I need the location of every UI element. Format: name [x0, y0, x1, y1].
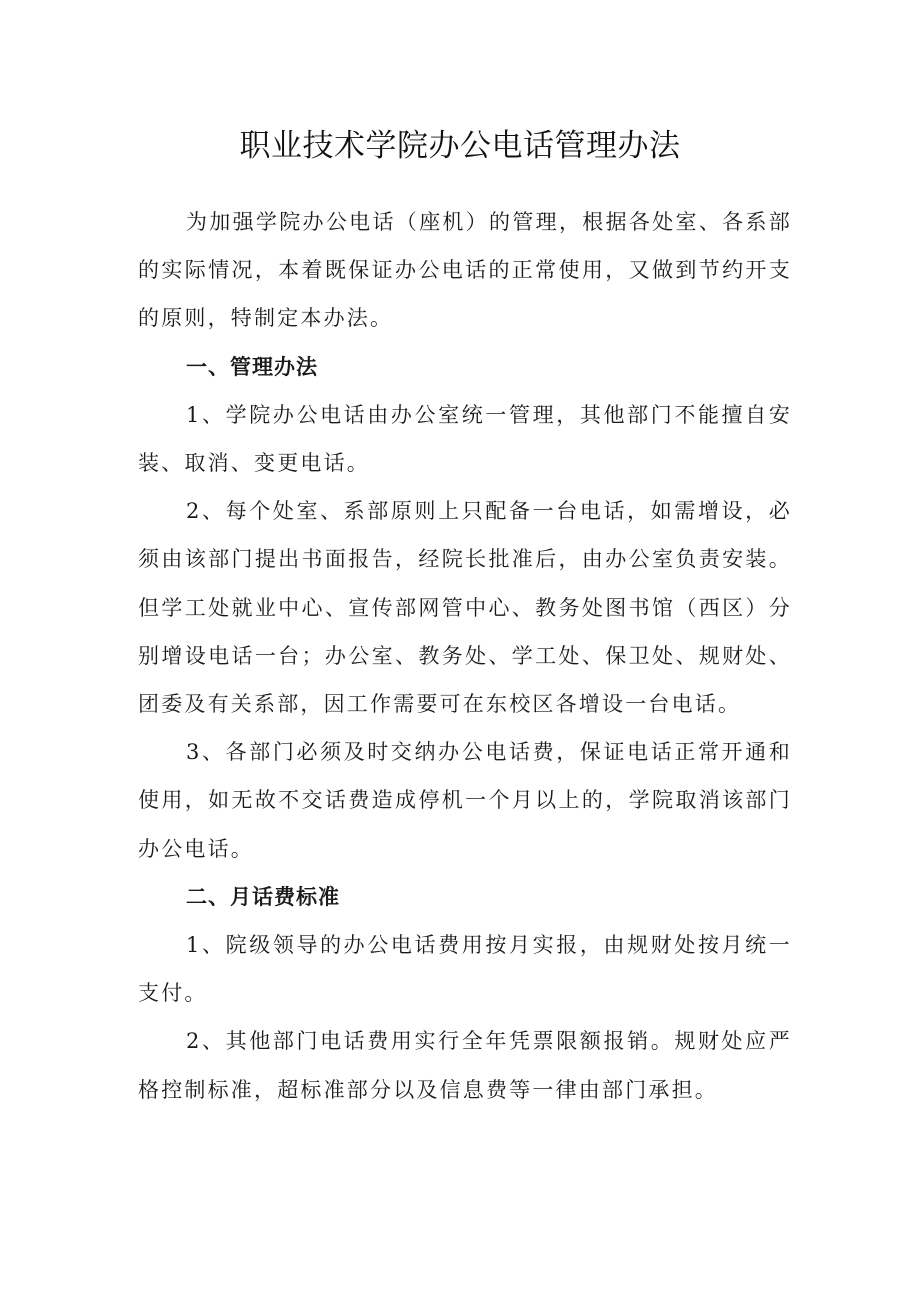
management-item-1: 1、学院办公电话由办公室统一管理，其他部门不能擅自安装、取消、变更电话。	[138, 402, 792, 476]
management-item-2: 2、每个处室、系部原则上只配备一台电话，如需增设，必须由该部门提出书面报告，经院长批准后，由办公室负责安装。但学工处就业中心、宣传部网管中心、教务处图书馆（西区）分别增设电话一台；办公室、教务处、学工处、保卫处、规财处、团委及有关系部，因工作需要可在东校区各增设一台电话。	[138, 499, 792, 717]
fee-item-1: 1、院级领导的办公电话费用按月实报，由规财处按月统一支付。	[138, 933, 792, 1006]
intro-paragraph: 为加强学院办公电话（座机）的管理，根据各处室、各系部的实际情况，本着既保证办公电话的正常使用，又做到节约开支的原则，特制定本办法。	[138, 210, 792, 331]
section-heading-management: 一、管理办法	[186, 354, 318, 379]
management-item-3: 3、各部门必须及时交纳办公电话费，保证电话正常开通和使用，如无故不交话费造成停机一个月以上的，学院取消该部门办公电话。	[138, 740, 792, 861]
document-title: 职业技术学院办公电话管理办法	[239, 128, 681, 164]
section-heading-monthly-fee: 二、月话费标准	[186, 884, 340, 909]
document-body	[138, 198, 792, 1114]
fee-item-2: 2、其他部门电话费用实行全年凭票限额报销。规财处应严格控制标准，超标准部分以及信息费等一律由部门承担。	[138, 1029, 792, 1102]
